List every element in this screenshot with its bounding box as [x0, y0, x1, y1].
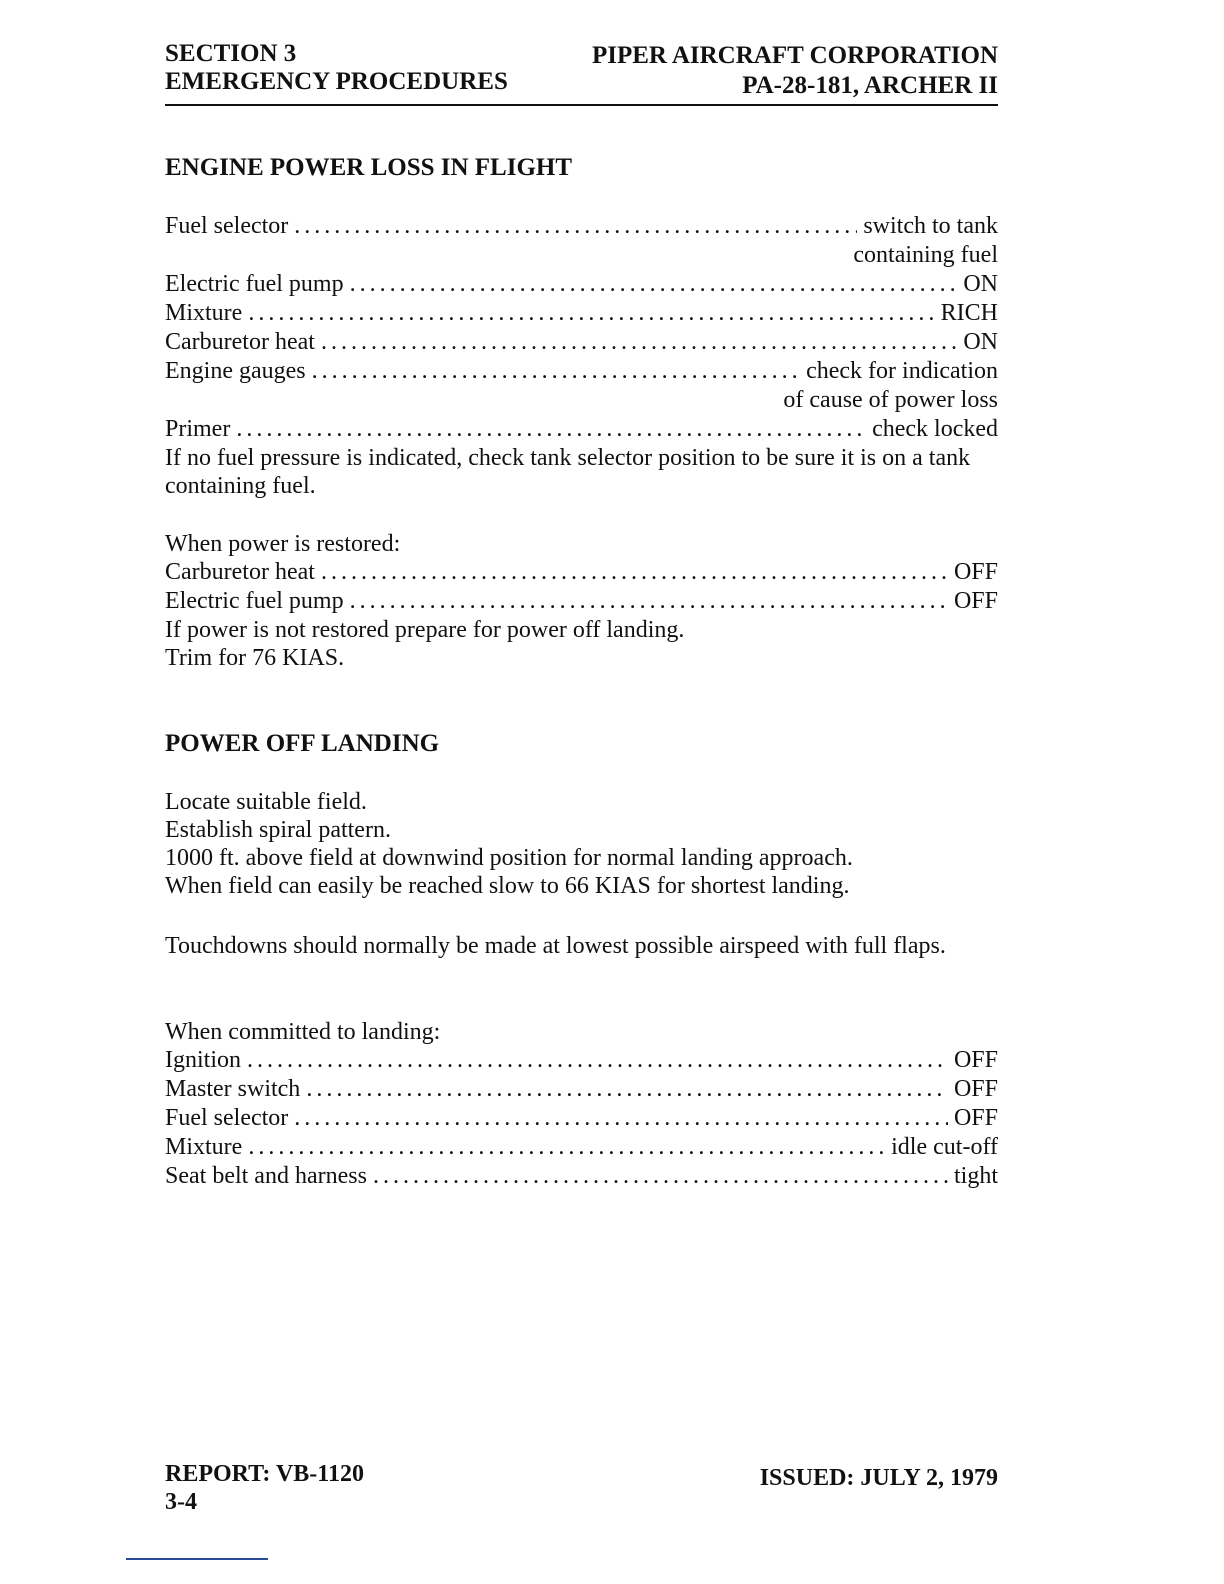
checklist-item — [165, 1162, 998, 1191]
touchdown-note: Touchdowns should normally be made at lowest possible airspeed with full flaps. — [165, 933, 946, 959]
item-label: Engine gauges — [165, 358, 306, 384]
landing-step: Locate suitable field. — [165, 789, 367, 815]
item-value: OFF — [953, 588, 998, 614]
checklist-item — [165, 1046, 998, 1075]
committed-landing-checklist — [165, 1018, 998, 1191]
item-label: Carburetor heat — [165, 329, 315, 355]
checklist-item — [165, 212, 998, 241]
item-value-continued: containing fuel — [853, 242, 998, 268]
item-value: tight — [953, 1163, 998, 1189]
footer-report: REPORT: VB-1120 — [165, 1461, 364, 1487]
item-label: Electric fuel pump — [165, 588, 344, 614]
item-value: OFF — [953, 559, 998, 585]
item-value: ON — [963, 271, 998, 297]
leader-dots — [321, 328, 957, 357]
header-model: PA-28-181, ARCHER II — [742, 72, 998, 99]
fuel-pressure-note: If no fuel pressure is indicated, check tank selector position to be sure it is on a tank containing fuel. — [165, 445, 971, 499]
header-company: PIPER AIRCRAFT CORPORATION — [591, 42, 998, 69]
engine-power-loss-checklist — [165, 212, 998, 500]
power-off-landing-steps — [165, 788, 998, 900]
item-label: Mixture — [165, 1134, 243, 1160]
item-value: check for indication — [806, 358, 998, 384]
leader-dots — [321, 558, 948, 587]
scan-artifact-line — [126, 1558, 268, 1560]
item-value: OFF — [953, 1105, 998, 1131]
item-value: check locked — [872, 416, 998, 442]
item-label: Fuel selector — [165, 213, 289, 239]
not-restored-note: If power is not restored prepare for power off landing. — [165, 617, 685, 643]
leader-dots — [350, 270, 958, 299]
leader-dots — [312, 357, 800, 386]
landing-step: When field can easily be reached slow to 66 KIAS for shortest landing. — [165, 873, 850, 899]
checklist-item — [165, 1133, 998, 1162]
item-label: Ignition — [165, 1047, 241, 1073]
checklist-item — [165, 328, 998, 357]
power-restored-checklist — [165, 530, 998, 672]
checklist-item — [165, 299, 998, 328]
header-chapter: EMERGENCY PROCEDURES — [165, 68, 508, 95]
footer-page-number: 3-4 — [165, 1489, 197, 1515]
item-label: Master switch — [165, 1076, 301, 1102]
manual-page — [165, 36, 998, 1515]
leader-dots — [236, 415, 866, 444]
item-label: Fuel selector — [165, 1105, 289, 1131]
item-value: idle cut-off — [891, 1134, 998, 1160]
restored-heading: When power is restored: — [165, 531, 401, 557]
checklist-item — [165, 1075, 998, 1104]
leader-dots — [248, 1133, 885, 1162]
item-label: Carburetor heat — [165, 559, 315, 585]
section-title-power-off-landing: POWER OFF LANDING — [165, 730, 440, 757]
committed-heading: When committed to landing: — [165, 1019, 441, 1045]
item-label: Mixture — [165, 300, 243, 326]
item-label: Seat belt and harness — [165, 1163, 367, 1189]
item-value: ON — [963, 329, 998, 355]
section-title-engine-power-loss: ENGINE POWER LOSS IN FLIGHT — [165, 154, 573, 181]
leader-dots — [247, 1046, 948, 1075]
leader-dots — [350, 587, 948, 616]
checklist-item — [165, 270, 998, 299]
touchdown-note-block — [165, 932, 998, 960]
item-value: switch to tank — [863, 213, 998, 239]
page-header — [165, 36, 998, 106]
header-section: SECTION 3 — [165, 40, 297, 67]
leader-dots — [294, 1104, 948, 1133]
footer-issued-date: ISSUED: JULY 2, 1979 — [759, 1465, 998, 1491]
item-label: Electric fuel pump — [165, 271, 344, 297]
item-value: RICH — [940, 300, 998, 326]
landing-step: 1000 ft. above field at downwind position for normal landing approach. — [165, 845, 853, 871]
leader-dots — [373, 1162, 948, 1191]
checklist-item — [165, 558, 998, 587]
checklist-item — [165, 1104, 998, 1133]
leader-dots — [306, 1075, 948, 1104]
checklist-item — [165, 357, 998, 386]
landing-step: Establish spiral pattern. — [165, 817, 391, 843]
item-value: OFF — [953, 1076, 998, 1102]
item-value-continued: of cause of power loss — [783, 387, 998, 413]
leader-dots — [294, 212, 857, 241]
checklist-item — [165, 415, 998, 444]
trim-note: Trim for 76 KIAS. — [165, 645, 345, 671]
leader-dots — [248, 299, 934, 328]
item-label: Primer — [165, 416, 231, 442]
item-value: OFF — [953, 1047, 998, 1073]
checklist-item — [165, 587, 998, 616]
